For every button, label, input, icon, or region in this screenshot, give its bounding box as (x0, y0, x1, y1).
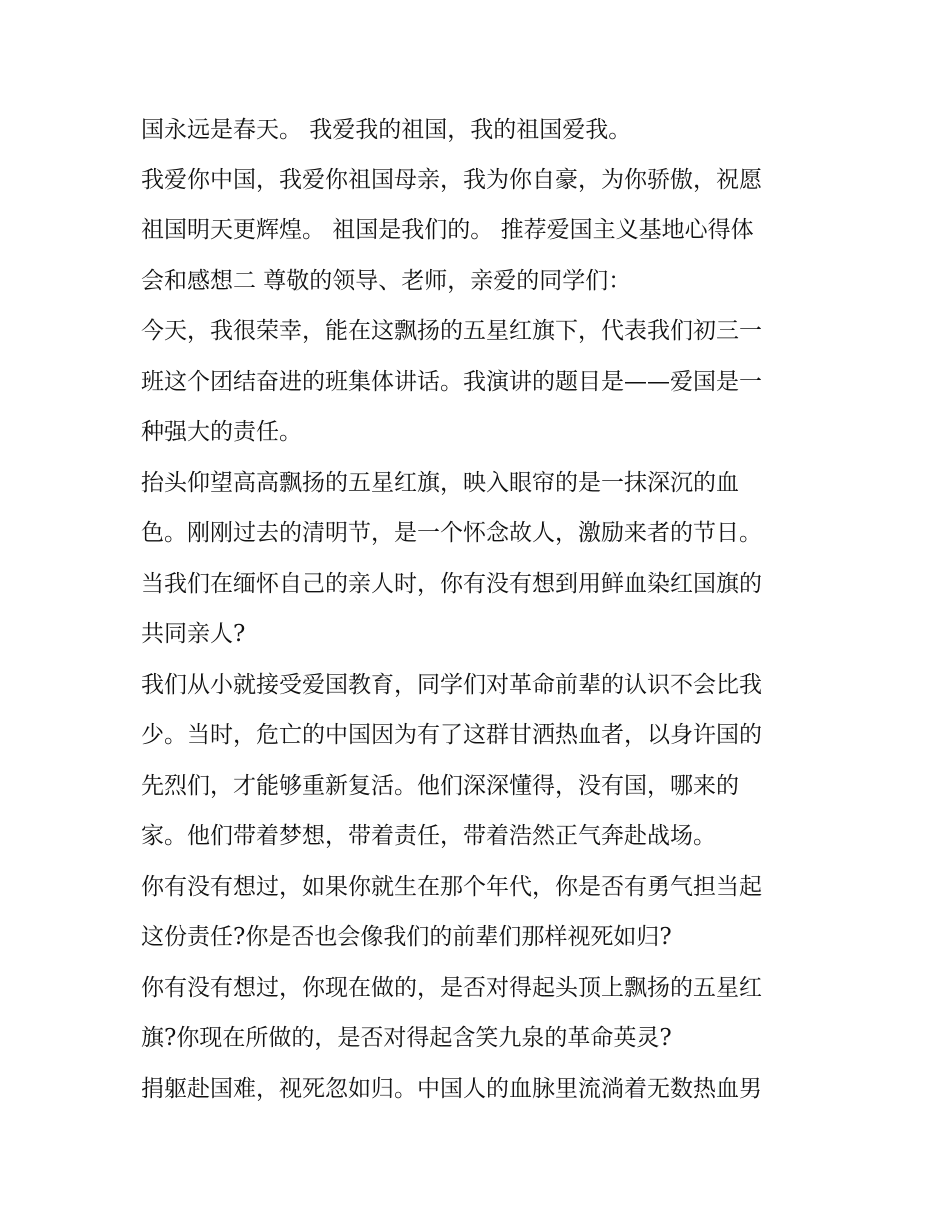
text-line: 会和感想二 尊敬的领导、老师，亲爱的同学们： (141, 268, 632, 294)
text-line: 色。刚刚过去的清明节，是一个怀念故人，激励来者的节日。 (141, 520, 762, 546)
text-line: 共同亲人? (141, 621, 246, 647)
text-line: 你有没有想过，你现在做的，是否对得起头顶上飘扬的五星红 (141, 975, 762, 1001)
text-line: 旗?你现在所做的，是否对得起含笑九泉的革命英灵? (141, 1025, 672, 1051)
text-line: 当我们在缅怀自己的亲人时，你有没有想到用鲜血染红国旗的 (141, 571, 762, 597)
text-line: 我爱你中国，我爱你祖国母亲，我为你自豪，为你骄傲，祝愿 (141, 167, 762, 193)
text-line: 家。他们带着梦想，带着责任，带着浩然正气奔赴战场。 (141, 823, 716, 849)
text-line: 抬头仰望高高飘扬的五星红旗，映入眼帘的是一抹深沉的血 (141, 470, 739, 496)
text-line: 班这个团结奋进的班集体讲话。我演讲的题目是——爱国是一 (141, 369, 762, 395)
text-line: 你有没有想过，如果你就生在那个年代，你是否有勇气担当起 (141, 874, 762, 900)
text-line: 今天，我很荣幸，能在这飘扬的五星红旗下，代表我们初三一 (141, 318, 762, 344)
text-line: 种强大的责任。 (141, 419, 302, 445)
text-line: 先烈们，才能够重新复活。他们深深懂得，没有国，哪来的 (141, 773, 739, 799)
text-line: 国永远是春天。 我爱我的祖国，我的祖国爱我。 (141, 117, 632, 143)
text-line: 捐躯赴国难，视死忽如归。中国人的血脉里流淌着无数热血男 (141, 1076, 762, 1102)
text-line: 我们从小就接受爱国教育，同学们对革命前辈的认识不会比我 (141, 672, 762, 698)
text-line: 这份责任?你是否也会像我们的前辈们那样视死如归? (141, 924, 672, 950)
text-line: 少。当时，危亡的中国因为有了这群甘洒热血者，以身许国的 (141, 722, 762, 748)
text-line: 祖国明天更辉煌。 祖国是我们的。 推荐爱国主义基地心得体 (141, 217, 754, 243)
